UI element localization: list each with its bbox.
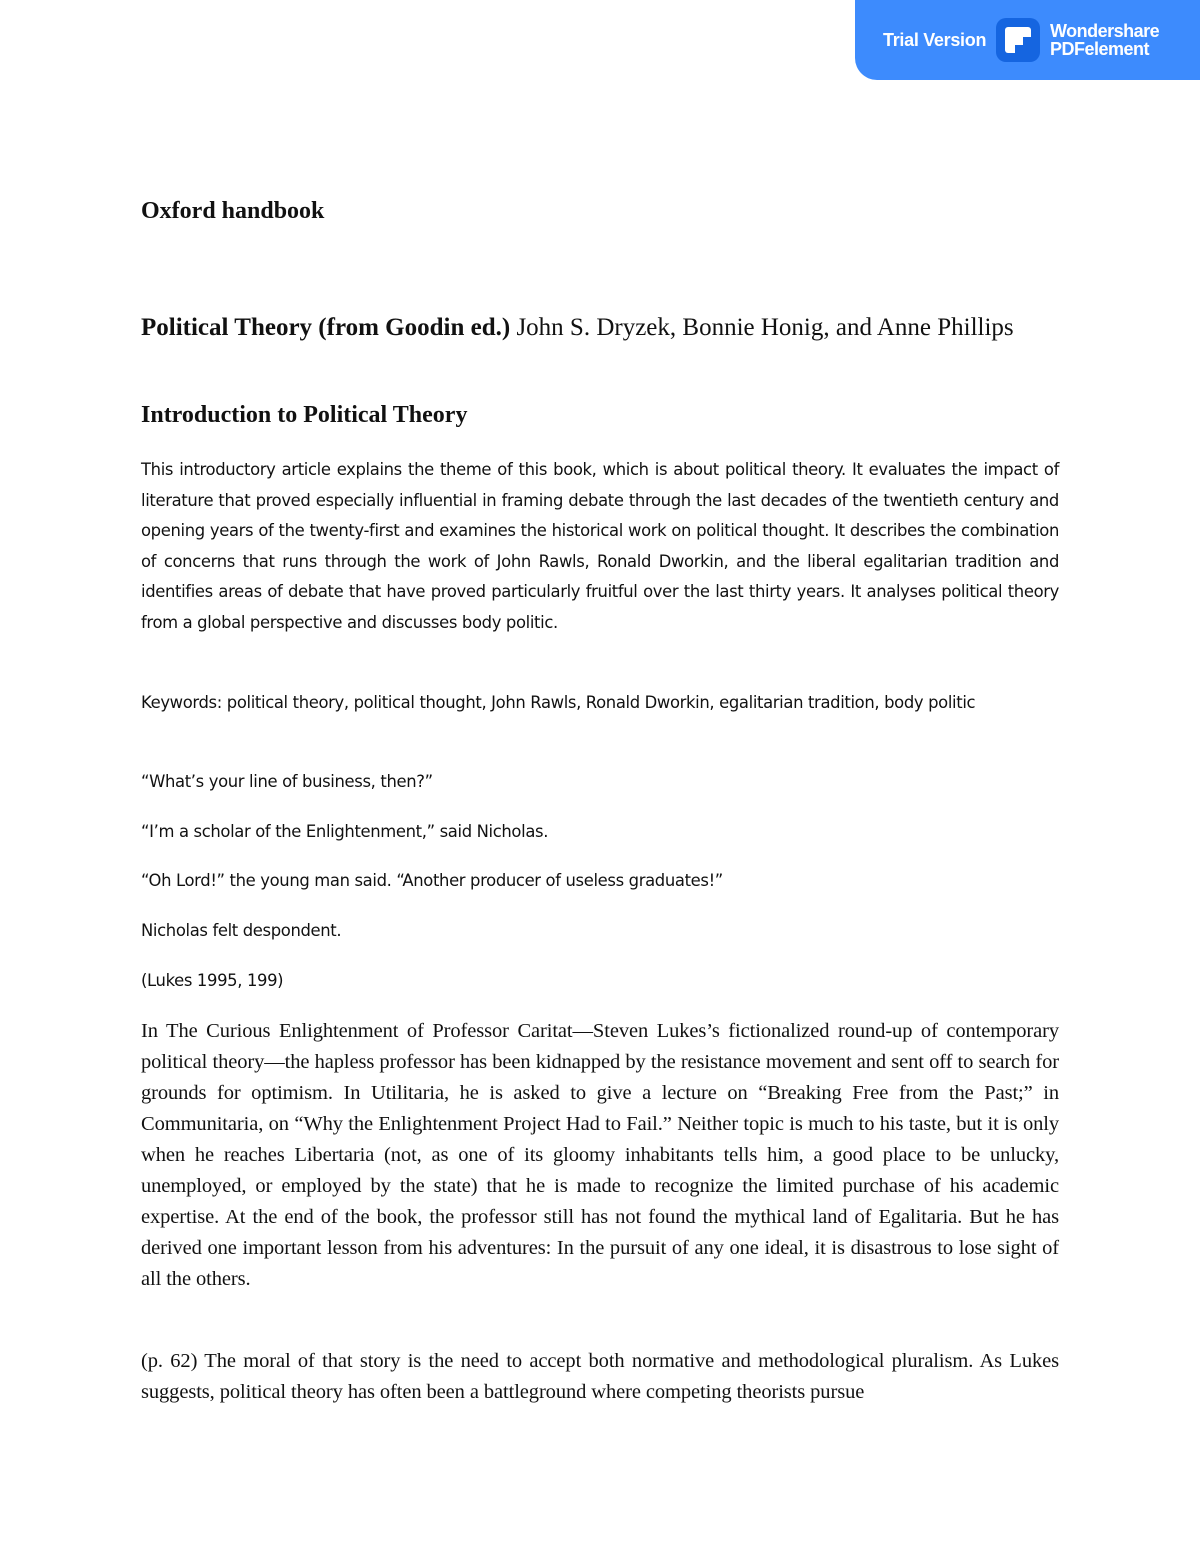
brand-name-line1: Wondershare <box>1050 21 1160 41</box>
chapter-heading <box>141 309 1059 346</box>
handbook-title: Oxford handbook <box>141 198 325 224</box>
quote-line: “What’s your line of business, then?” <box>141 772 433 791</box>
trial-version-label: Trial Version <box>883 29 987 50</box>
quote-citation: (Lukes 1995, 199) <box>141 971 284 990</box>
abstract-paragraph: This introductory article explains the theme of this book, which is about political theory. It evaluates the impact of literature that proved especially influential in framing debate through the last decades of the twentieth century and opening years of the twenty-first and examines the historical work on political thought. It describes the combination of concerns that runs through the work of John Rawls, Ronald Dworkin, and the liberal egalitarian tradition and identifies areas of debate that have proved particularly fruitful over the last thirty years. It analyses political theory from a global perspective and discusses body politic. <box>141 460 1059 632</box>
quote-line: Nicholas felt despondent. <box>141 921 342 940</box>
quote-line: “Oh Lord!” the young man said. “Another producer of useless graduates!” <box>141 871 723 890</box>
chapter-title: Political Theory (from Goodin ed.) <box>141 314 511 341</box>
body-paragraph: (p. 62) The moral of that story is the need to accept both normative and methodological pluralism. As Lukes suggests, political theory has often been a battleground where competing theorists pursue <box>141 1350 1059 1403</box>
keywords-paragraph: Keywords: political theory, political thought, John Rawls, Ronald Dworkin, egalitarian tradition, body politic <box>141 693 976 712</box>
trial-version-banner[interactable] <box>855 0 1200 80</box>
section-heading: Introduction to Political Theory <box>141 402 468 428</box>
chapter-authors: John S. Dryzek, Bonnie Honig, and Anne Phillips <box>510 314 1014 341</box>
pdfelement-logo-icon <box>996 18 1040 62</box>
quote-line: “I’m a scholar of the Enlightenment,” said Nicholas. <box>141 822 549 841</box>
brand-name <box>1050 22 1159 58</box>
body-paragraph: In The Curious Enlightenment of Professor Caritat—Steven Lukes’s fictionalized round-up of contemporary political theory—the hapless professor has been kidnapped by the resistance movement and sent off to search for grounds for optimism. In Utilitaria, he is asked to give a lecture on “Breaking Free from the Past;” in Communitaria, on “Why the Enlightenment Project Had to Fail.” Neither topic is much to his taste, but it is only when he reaches Libertaria (not, as one of its gloomy inhabitants tells him, a good place to be unlucky, unemployed, or employed by the state) that he is made to recognize the limited purchase of his academic expertise. At the end of the book, the professor still has not found the mythical land of Egalitaria. But he has derived one important lesson from his adventures: In the pursuit of any one ideal, it is disastrous to lose sight of all the others. <box>141 1020 1059 1290</box>
brand-name-line2: PDFelement <box>1050 39 1150 59</box>
